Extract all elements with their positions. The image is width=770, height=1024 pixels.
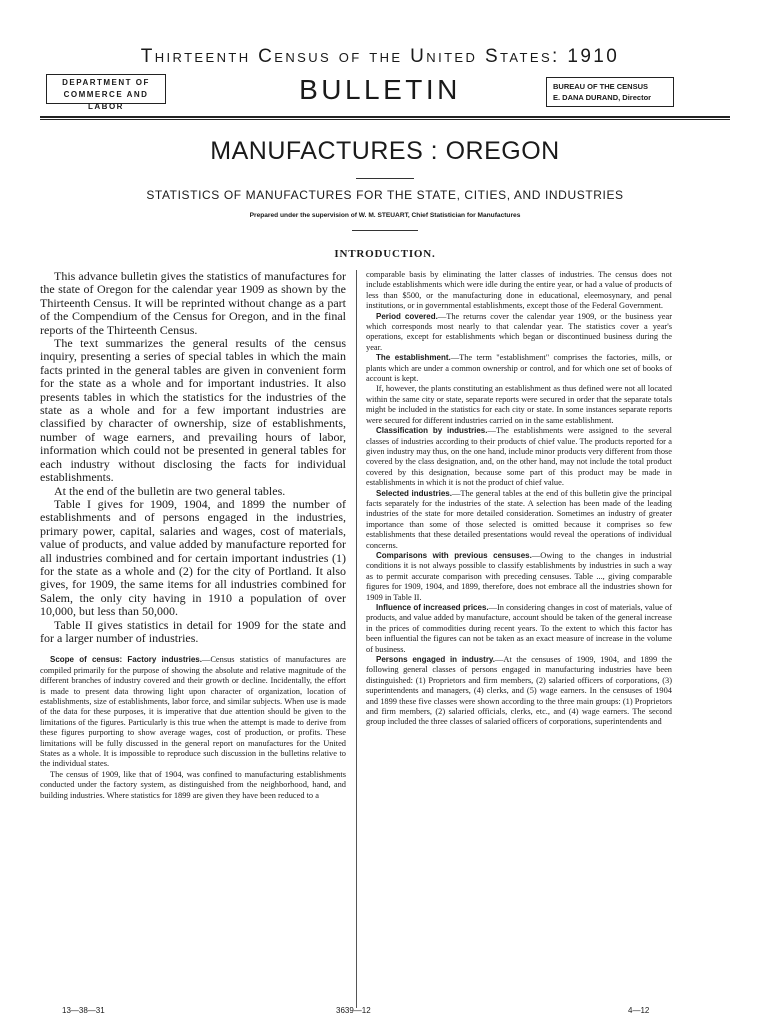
title-divider [356, 178, 414, 179]
census-title-line: Thirteenth Census of the United States: 1910 [140, 46, 620, 67]
comparisons-heading: Comparisons with previous censuses. [376, 550, 532, 560]
establishment-heading: The establishment. [376, 353, 451, 363]
scope-text: —Census statistics of manufactures are compiled primarily for the purpose of showing the absolute and relative magnitude of the different branches of industry covered and their growth or decline. Incidentally, the effort is made to present data throwing light upon character of organization, location of establishments, size of establishments, labor force, and similar subjects. When use is made of the data for these purposes, it is imperative that due attention should be given to the limitations of the figures. Particularly is this true when the attempt is made to derive from these figures purporting to show average wages, cost of production, or profits. These limitations will be fully discussed in the general report on manufactures for the United States as a whole. It is impossible to reproduce such discussion in the bulletins relative to the individual states. [40, 655, 346, 769]
selected-industries-paragraph [366, 489, 672, 551]
period-text: —The returns cover the calendar year 1909, or the business year which corresponds most nearly to that calendar year. The statistics cover a year's operations, except for establishments which began or discontinued business during the year. [366, 311, 672, 352]
bureau-line1: BUREAU OF THE CENSUS [553, 82, 649, 91]
establishment-text: —The term "establishment" comprises the factories, mills, or plants which are under a common ownership or control, and for which one set of books of account is kept. [366, 353, 672, 384]
classification-text: —The establishments were assigned to the several classes of industries according to their products of chief value. The products reported for a given industry may thus, on the one hand, include minor products very different from those covered by the class designation, and, on the other hand, may not include the total product covered by this designation, because some part of this product may be made in establishments in which it is not the product of chief value. [366, 426, 672, 488]
period-heading: Period covered. [376, 311, 438, 321]
subtitle-divider [352, 230, 418, 231]
footer-left-code: 13—38—31 [62, 1006, 105, 1015]
persons-paragraph [366, 655, 672, 728]
intro-paragraph: This advance bulletin gives the statistics of manufactures for the state of Oregon for the calendar year 1909 as shown by the Thirteenth Census. It will be reprinted without change as a part of the Compendium of the Census for Oregon, and in the final reports of the Thirteenth Census. [40, 269, 346, 337]
left-column [40, 270, 346, 801]
prices-heading: Influence of increased prices. [376, 603, 489, 612]
page-title: MANUFACTURES : OREGON [210, 137, 560, 165]
footer-center-code: 3639—12 [336, 1006, 371, 1015]
selected-industries-text: —The general tables at the end of this bulletin give the principal facts separately for the industries of the state. A selection has been made of the leading industries of the state for more detailed consideration. Sometimes an industry of greater importance than some of those selected is omitted because it comprises so few establishments that these detailed presentations would reveal the operations of individual concerns. [366, 488, 672, 550]
continuation-paragraph: comparable basis by eliminating the latter classes of industries. The census does not include establishments which were idle during the entire year, or had a value of products of less than $500, or the manufacturing done in educational, eleemosynary, and penal institutions, or in governmental establishments, except those of the Federal Government. [366, 270, 672, 311]
prices-paragraph [366, 603, 672, 655]
column-divider [356, 270, 357, 1008]
general-tables-paragraph: At the end of the bulletin are two general tables. [54, 483, 286, 498]
table-two-paragraph: Table II gives statistics in detail for 1909 for the state and for a larger number of industries. [40, 617, 346, 645]
selected-industries-heading: Selected industries. [376, 488, 452, 498]
establishment-paragraph [366, 353, 672, 384]
scope-heading: Scope of census: Factory industries. [50, 655, 202, 665]
prices-text: —In considering changes in cost of materials, value of products, and value added by manufacture, account should be taken of the general increase in the prices of commodities during recent years. To the extent to which this factor has been influential the figures can not be taken as an exact measure of increase in the volume of business. [366, 603, 672, 654]
period-paragraph [366, 312, 672, 354]
section-heading: INTRODUCTION. [334, 248, 436, 260]
right-column [366, 270, 672, 728]
census-1909-paragraph: The census of 1909, like that of 1904, was confined to manufacturing establishments conducted under the factory system, as distinguished from the neighborhood, hand, and building industries. Where statistics for 1899 are given they have been reduced to a [40, 769, 346, 800]
persons-heading: Persons engaged in industry. [376, 655, 496, 665]
comparisons-text: —Owing to the changes in industrial conditions it is not always possible to classify establishments by industries in such a way as to permit accurate comparison with preceding censuses. Table ..., giving comparable figures for 1909, 1904, and 1899, therefore, does not embrace all the industries shown for 1909 in Table II. [366, 550, 672, 602]
department-line2: COMMERCE AND LABOR [63, 90, 149, 111]
table-one-paragraph: Table I gives for 1909, 1904, and 1899 the number of establishments and of persons engaged in the industries, primary power, capital, salaries and wages, cost of materials, value of products, and value added by manufacture reported for all industries combined and for certain important industries (1) for the state as a whole and (2) for the city of Portland. It also gives, for 1909, the same items for all industries combined for Salem, the only city having in 1910 a population of over 10,000, but less than 50,000. [40, 496, 346, 619]
department-line1: DEPARTMENT OF [62, 78, 150, 87]
separate-reports-paragraph: If, however, the plants constituting an establishment as thus defined were not all located within the same city or state, separate reports were secured in order that the separate totals might be included in the statistics for each city or state. In some instances separate reports were secured for different industries carried on in the same establishment. [366, 384, 672, 425]
header-rule [40, 116, 730, 118]
scope-paragraph [40, 655, 346, 769]
classification-heading: Classification by industries. [376, 426, 488, 436]
summary-paragraph: The text summarizes the general results of the census inquiry, presenting a series of special tables in which the main facts printed in the general tables are given in convenient form for the state as a whole and for important industries. It also presents tables in which the statistics for the industries of the state as a whole and for a few important industries are classified by character of ownership, size of establishments, number of wage earners, and prevailing hours of labor, information which could not be presented in general tables for each industry without disclosing the facts for individual establishments. [40, 336, 346, 485]
bureau-box [546, 77, 674, 107]
comparisons-paragraph [366, 551, 672, 603]
prepared-by-line: Prepared under the supervision of W. M. STEUART, Chief Statistician for Manufactures [249, 212, 521, 219]
page-subtitle: STATISTICS OF MANUFACTURES FOR THE STATE, CITIES, AND INDUSTRIES [146, 188, 624, 202]
footer-right-code: 4—12 [628, 1006, 650, 1015]
classification-paragraph [366, 426, 672, 488]
persons-text: —At the censuses of 1909, 1904, and 1899 the following general classes of persons engaged in manufacturing industries have been distinguished: (1) Proprietors and firm members, (2) salaried officers of corporations, (3) superintendents and managers, (4) clerks, and (5) wage earners. In the censuses of 1904 and 1899 these five classes were shown according to the three main groups: (1) Proprietors and firm members, (2) salaried officials, clerks, etc., and (4) wage earners. The second group included the three classes of salaried officers of corporations, superintendents and [366, 655, 672, 727]
bureau-line2: E. DANA DURAND, Director [553, 93, 652, 102]
department-box [46, 74, 166, 111]
header-rule-thin [40, 119, 730, 120]
bulletin-heading: BULLETIN [299, 74, 461, 105]
